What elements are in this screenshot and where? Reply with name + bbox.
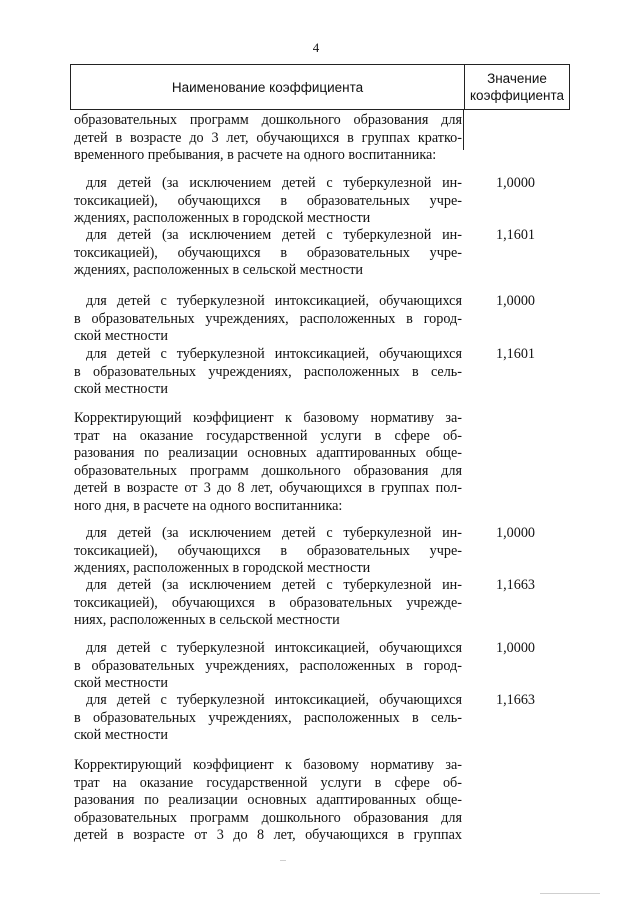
text-line: образовательных программ дошкольного образования для	[74, 112, 462, 128]
text-line: ниях, расположенных в сельской местности	[74, 612, 340, 629]
text-line: ской местности	[74, 381, 168, 398]
scan-artifact	[540, 893, 600, 894]
text-line: для детей с туберкулезной интоксикацией, обучающихся	[86, 346, 462, 362]
text-line: ской местности	[74, 675, 168, 692]
text-line: токсикацией), обучающихся в образовательных учре-	[74, 192, 462, 209]
coefficient-item	[74, 692, 462, 745]
text-line: для детей (за исключением детей с туберкулезной ин-	[86, 525, 462, 541]
text-line: ждениях, расположенных в городской местности	[74, 210, 371, 227]
text-line: для детей с туберкулезной интоксикацией, обучающихся	[86, 293, 462, 309]
scan-artifact	[280, 860, 286, 861]
text-line: трат на оказание государственной услуги в сфере об-	[74, 427, 462, 444]
coefficient-item	[74, 525, 462, 578]
text-line: ской местности	[74, 727, 168, 744]
text-line: временного пребывания, в расчете на одного воспитанника:	[74, 147, 437, 164]
text-line: в образовательных учреждениях, расположенных в город-	[74, 657, 462, 674]
text-line: Корректирующий коэффициент к базовому нормативу за-	[74, 410, 462, 426]
text-line: для детей с туберкулезной интоксикацией, обучающихся	[86, 692, 462, 708]
coefficient-value: 1,0000	[496, 293, 536, 309]
coefficient-value: 1,0000	[496, 640, 536, 656]
text-line: ного дня, в расчете на одного воспитанника:	[74, 497, 343, 514]
coefficient-value: 1,1663	[496, 692, 536, 708]
text-line: в образовательных учреждениях, расположенных в сель-	[74, 363, 462, 380]
coefficient-value: 1,1663	[496, 577, 536, 593]
text-line: ской местности	[74, 328, 168, 345]
coefficient-value: 1,1601	[496, 227, 536, 243]
coefficient-description-heading	[74, 757, 462, 845]
column-divider	[463, 110, 464, 150]
text-line: детей в возрасте от 3 до 8 лет, обучающихся в группах пол-	[74, 480, 462, 497]
text-line: разования по реализации основных адаптированных обще-	[74, 792, 462, 809]
text-line: в образовательных учреждениях, расположенных в город-	[74, 310, 462, 327]
text-line: трат на оказание государственной услуги в сфере об-	[74, 774, 462, 791]
text-line: разования по реализации основных адаптированных обще-	[74, 445, 462, 462]
text-line: токсикацией), обучающихся в образовательных учре-	[74, 542, 462, 559]
header-name-column: Наименование коэффициента	[71, 65, 465, 109]
header-value-line-1: Значение	[487, 71, 547, 86]
text-line: для детей (за исключением детей с туберкулезной ин-	[86, 577, 462, 593]
coefficient-item	[74, 640, 462, 693]
text-line: для детей (за исключением детей с туберкулезной ин-	[86, 227, 462, 243]
text-line: ждениях, расположенных в городской местности	[74, 560, 371, 577]
coefficient-item	[74, 577, 462, 630]
coefficient-value: 1,0000	[496, 525, 536, 541]
table-header	[70, 64, 570, 110]
text-line: токсикацией), обучающихся в образовательных учре-	[74, 244, 462, 261]
text-line: образовательных программ дошкольного образования для	[74, 809, 462, 826]
text-line: ждениях, расположенных в сельской местности	[74, 262, 364, 279]
text-line: Корректирующий коэффициент к базовому нормативу за-	[74, 757, 462, 773]
coefficient-item	[74, 175, 462, 228]
text-line: детей в возрасте от 3 до 8 лет, обучающихся в группах	[74, 827, 462, 844]
header-value-column	[465, 65, 569, 109]
header-value-line-2: коэффициента	[470, 88, 564, 103]
coefficient-value: 1,0000	[496, 175, 536, 191]
text-line: образовательных программ дошкольного образования для	[74, 462, 462, 479]
text-line: для детей с туберкулезной интоксикацией, обучающихся	[86, 640, 462, 656]
text-line: в образовательных учреждениях, расположенных в сель-	[74, 709, 462, 726]
coefficient-description-intro	[74, 112, 462, 165]
page-number: 4	[312, 40, 320, 55]
coefficient-value: 1,1601	[496, 346, 536, 362]
text-line: токсикацией), обучающихся в образовательных учрежде-	[74, 594, 462, 611]
coefficient-item	[74, 227, 462, 280]
coefficient-description-heading	[74, 410, 462, 516]
text-line: детей в возрасте до 3 лет, обучающихся в группах кратко-	[74, 129, 462, 146]
coefficient-item	[74, 346, 462, 399]
coefficient-item	[74, 293, 462, 346]
text-line: для детей (за исключением детей с туберкулезной ин-	[86, 175, 462, 191]
